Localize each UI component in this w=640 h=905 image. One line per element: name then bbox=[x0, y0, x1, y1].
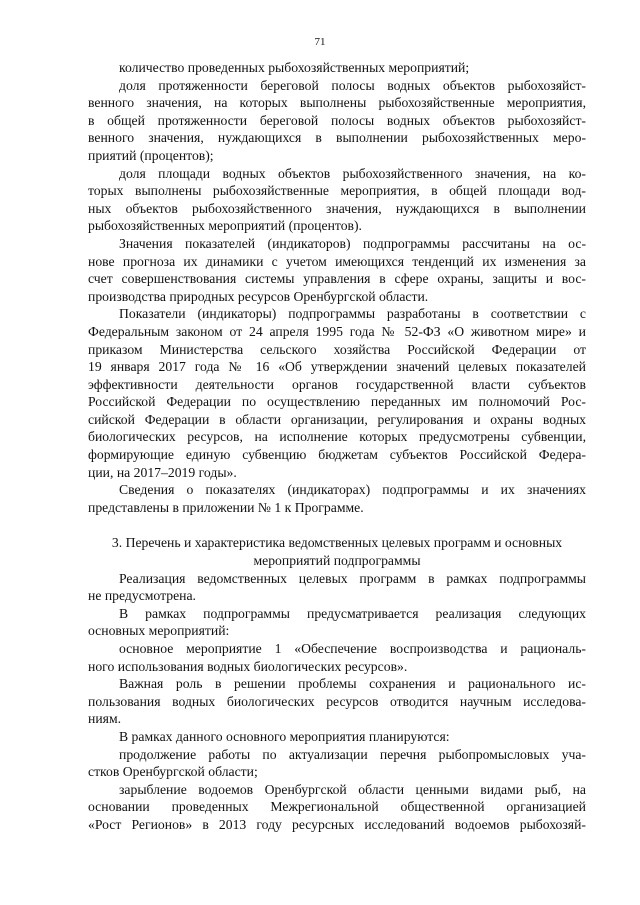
text-line: пользования водных биологических ресурсов отводится научным исследова- bbox=[88, 693, 586, 709]
measures-section bbox=[88, 570, 586, 834]
text-line: производства природных ресурсов Оренбургской области. bbox=[88, 288, 429, 304]
text-line: Реализация ведомственных целевых программ в рамках подпрограммы bbox=[119, 570, 586, 586]
text-line: Важная роль в решении проблемы сохранения и рационального ис- bbox=[119, 676, 586, 692]
text-line: продолжение работы по актуализации перечня рыбопромысловых уча- bbox=[119, 746, 586, 762]
text-line: представлены в приложении № 1 к Программе. bbox=[88, 499, 364, 515]
text-line: доля площади водных объектов рыбохозяйственного значения, на ко- bbox=[119, 165, 586, 181]
text-line: В рамках данного основного мероприятия планируются: bbox=[119, 728, 450, 744]
section-gap bbox=[88, 516, 586, 534]
text-line: зарыбление водоемов Оренбургской области ценными видами рыб, на bbox=[119, 781, 586, 797]
text-line: приятий (процентов); bbox=[88, 147, 214, 163]
text-line: в общей протяженности береговой полосы водных объектов рыбохозяйст- bbox=[88, 112, 586, 128]
text-line: ции, на 2017–2019 годы». bbox=[88, 464, 237, 480]
text-line: ниям. bbox=[88, 711, 122, 727]
heading-line: 3. Перечень и характеристика ведомственных целевых программ и основных bbox=[111, 535, 563, 551]
text-line: Значения показателей (индикаторов) подпрограммы рассчитаны на ос- bbox=[119, 235, 586, 251]
text-line: ного использования водных биологических ресурсов». bbox=[88, 658, 408, 674]
text-line: Сведения о показателях (индикаторах) подпрограммы и их значениях bbox=[119, 482, 586, 498]
text-line: торых выполнены рыбохозяйственные мероприятия, в общей площади вод- bbox=[88, 183, 586, 199]
text-line: приказом Министерства сельского хозяйства Российской Федерации от bbox=[88, 341, 586, 357]
text-line: «Рост Регионов» в 2013 году ресурсных исследований водоемов рыбохозяй- bbox=[88, 816, 586, 832]
text-line: венного значения, на которых выполнены рыбохозяйственные мероприятия, bbox=[88, 95, 586, 111]
page-number: 71 bbox=[314, 36, 326, 48]
text-line: 19 января 2017 года № 16 «Об утверждении значений целевых показателей bbox=[88, 359, 586, 375]
text-line: рыбохозяйственных мероприятий (процентов). bbox=[88, 218, 362, 234]
indicators-section bbox=[88, 59, 586, 516]
page-body bbox=[88, 59, 586, 834]
text-line: доля протяженности береговой полосы водных объектов рыбохозяйст- bbox=[119, 77, 586, 93]
text-line: эффективности деятельности органов государственной власти субъектов bbox=[88, 376, 586, 392]
text-line: стков Оренбургской области; bbox=[88, 764, 258, 780]
text-line: биологических ресурсов, на исполнение которых предусмотрены субвенции, bbox=[88, 429, 586, 445]
text-line: счет совершенствования системы управления в сфере охраны, защиты и вос- bbox=[88, 271, 586, 287]
section-heading bbox=[88, 534, 586, 569]
text-line: Федеральным законом от 24 апреля 1995 года № 52-ФЗ «О животном мире» и bbox=[88, 323, 586, 339]
text-line: сийской Федерации в области организации, регулирования и охраны водных bbox=[88, 411, 586, 427]
text-line: Российской Федерации по осуществлению переданных им полномочий Рос- bbox=[88, 394, 586, 410]
text-line: нове прогноза их динамики с учетом имеющихся тенденций их изменения за bbox=[88, 253, 586, 269]
text-line: основных мероприятий: bbox=[88, 623, 230, 639]
text-line: основании проведенных Межрегиональной общественной организацией bbox=[88, 799, 586, 815]
heading-line: мероприятий подпрограммы bbox=[253, 553, 421, 569]
text-line: количество проведенных рыбохозяйственных мероприятий; bbox=[119, 60, 470, 75]
text-line: не предусмотрена. bbox=[88, 588, 196, 604]
text-line: основное мероприятие 1 «Обеспечение воспроизводства и рациональ- bbox=[119, 641, 586, 656]
text-line: венного значения, нуждающихся в выполнении рыбохозяйственных меро- bbox=[88, 130, 586, 146]
text-line: В рамках подпрограммы предусматривается реализация следующих bbox=[119, 605, 586, 621]
text-line: формирующие единую субвенцию бюджетам субъектов Российской Федера- bbox=[88, 447, 586, 463]
text-line: ных объектов рыбохозяйственного значения, нуждающихся в выполнении bbox=[88, 200, 586, 216]
text-line: Показатели (индикаторы) подпрограммы разработаны в соответствии с bbox=[119, 306, 586, 322]
